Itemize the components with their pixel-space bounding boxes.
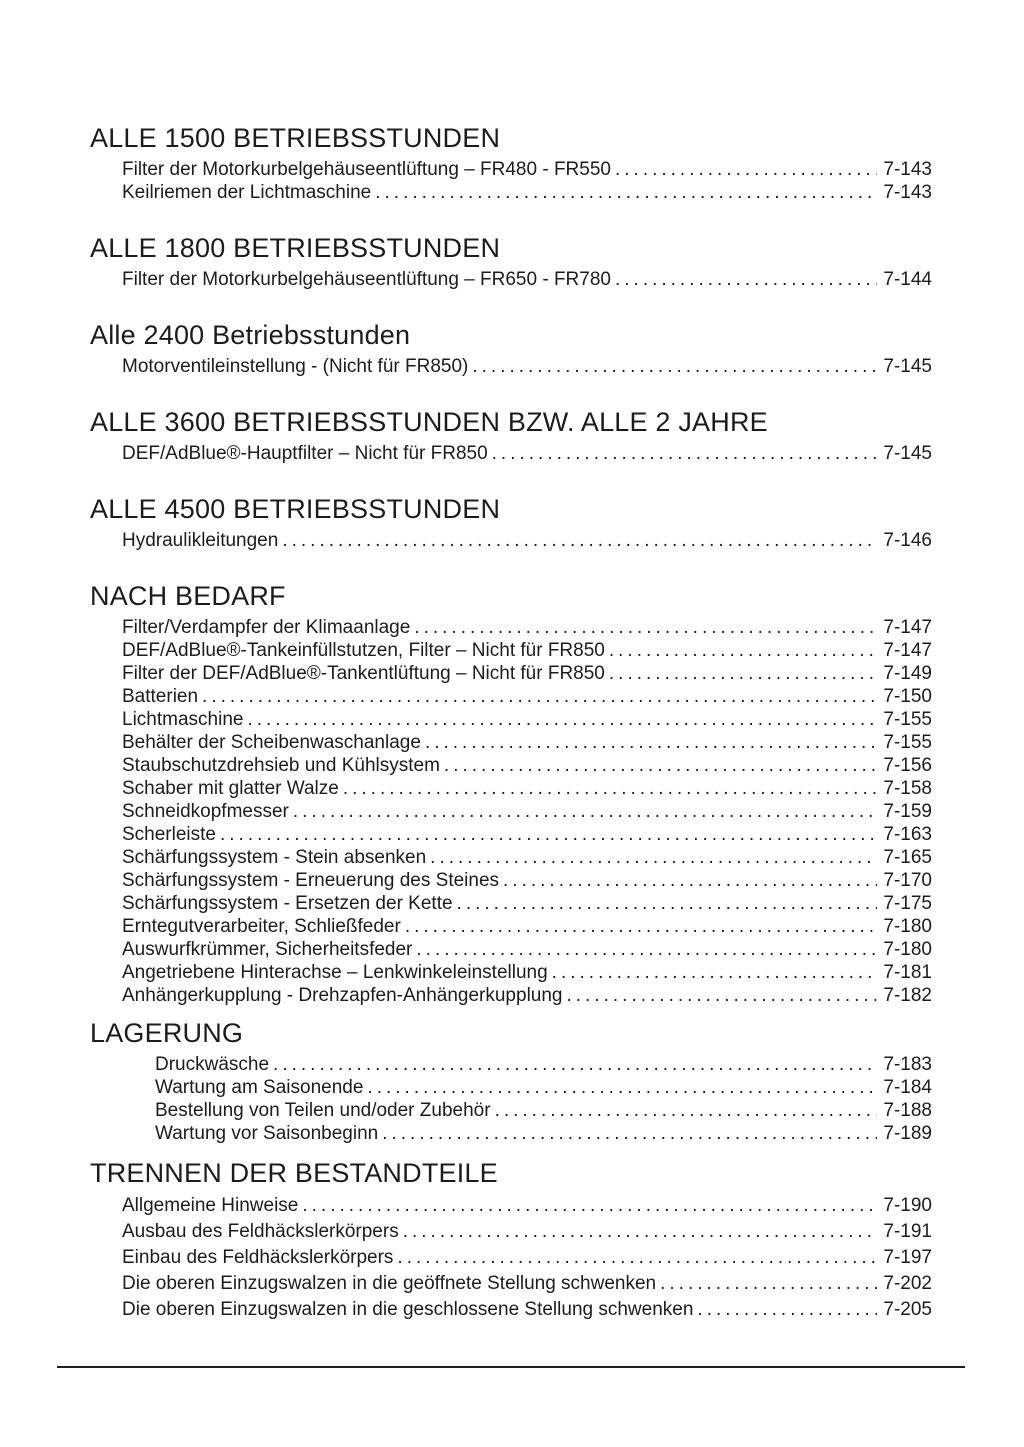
toc-entry [90,685,932,708]
entry-title: Ausbau des Feldhäckslerkörpers [122,1221,399,1242]
dot-leader [375,181,877,204]
dot-leader [367,1076,877,1099]
entry-title: Bestellung von Teilen und/oder Zubehör [155,1100,491,1121]
dot-leader [397,1245,877,1271]
section-heading: LAGERUNG [90,1018,244,1048]
section-entries [90,355,932,378]
toc-entry [90,616,932,639]
entry-title: Die oberen Einzugswalzen in die geschlossene Stellung schwenken [122,1299,694,1320]
entry-title: Schärfungssystem - Stein absenken [122,847,427,868]
entry-page-number: 7-180 [883,939,932,960]
entry-page-number: 7-197 [883,1247,932,1268]
toc-entry [90,846,932,869]
entry-title: DEF/AdBlue®-Tankeinfüllstutzen, Filter – Nicht für FR850 [122,640,605,661]
entry-page-number: 7-156 [883,755,932,776]
entry-title: Batterien [122,686,199,707]
table-of-contents [90,124,932,1323]
entry-page-number: 7-149 [883,663,932,684]
toc-entry [90,662,932,685]
dot-leader [282,529,877,552]
entry-page-number: 7-175 [883,893,932,914]
entry-title: Allgemeine Hinweise [122,1195,299,1216]
entry-page-number: 7-191 [883,1221,932,1242]
toc-entry [90,355,932,378]
toc-entry [90,1219,932,1245]
dot-leader [495,1099,878,1122]
dot-leader [405,915,878,938]
toc-entry [90,915,932,938]
dot-leader [552,961,878,984]
entry-page-number: 7-143 [883,182,932,203]
entry-title: Filter der Motorkurbelgehäuseentlüftung – FR650 - FR780 [122,269,611,290]
toc-entry [90,1297,932,1323]
toc-section [90,1159,932,1323]
entry-title: Lichtmaschine [122,709,244,730]
toc-entry [90,800,932,823]
toc-section [90,1019,932,1145]
dot-leader [414,616,877,639]
entry-page-number: 7-150 [883,686,932,707]
entry-title: Druckwäsche [155,1054,270,1075]
toc-entry [90,892,932,915]
section-entries [90,268,932,291]
toc-entry [90,158,932,181]
entry-page-number: 7-202 [883,1273,932,1294]
toc-entry [90,984,932,1007]
toc-entry [90,1193,932,1219]
entry-page-number: 7-147 [883,617,932,638]
toc-section [90,408,932,465]
dot-leader [416,938,877,961]
entry-page-number: 7-159 [883,801,932,822]
toc-entry [90,529,932,552]
toc-entry [90,961,932,984]
dot-leader [609,662,878,685]
dot-leader [567,984,878,1007]
dot-leader [660,1271,877,1297]
toc-entry [90,1076,932,1099]
section-entries [90,442,932,465]
dot-leader [430,846,877,869]
dot-leader [615,268,877,291]
toc-entry [90,1245,932,1271]
dot-leader [403,1219,878,1245]
section-heading: ALLE 1800 BETRIEBSSTUNDEN [90,233,501,263]
entry-page-number: 7-188 [883,1100,932,1121]
entry-page-number: 7-190 [883,1195,932,1216]
entry-title: Wartung vor Saisonbeginn [155,1123,379,1144]
section-entries [90,1193,932,1323]
entry-title: Wartung am Saisonende [155,1077,364,1098]
entry-page-number: 7-182 [883,985,932,1006]
entry-title: Filter der Motorkurbelgehäuseentlüftung – FR480 - FR550 [122,159,611,180]
entry-title: Schärfungssystem - Erneuerung des Steines [122,870,500,891]
toc-entry [90,1099,932,1122]
entry-page-number: 7-189 [883,1123,932,1144]
toc-entry [90,823,932,846]
section-entries [90,158,932,204]
entry-title: Scherleiste [122,824,216,845]
dot-leader [492,442,878,465]
toc-entry [90,639,932,662]
dot-leader [382,1122,877,1145]
entry-page-number: 7-143 [883,159,932,180]
entry-page-number: 7-181 [883,962,932,983]
entry-page-number: 7-145 [883,443,932,464]
toc-entry [90,731,932,754]
section-heading: TRENNEN DER BESTANDTEILE [90,1158,498,1188]
entry-title: Staubschutzdrehsieb und Kühlsystem [122,755,440,776]
toc-entry [90,181,932,204]
dot-leader [444,754,877,777]
dot-leader [609,639,878,662]
toc-entry [90,1271,932,1297]
entry-title: Hydraulikleitungen [122,530,279,551]
toc-entry [90,1053,932,1076]
section-heading: NACH BEDARF [90,581,286,611]
entry-page-number: 7-158 [883,778,932,799]
entry-page-number: 7-155 [883,709,932,730]
footer-rule [57,1366,965,1368]
section-entries [90,616,932,1007]
dot-leader [615,158,877,181]
toc-section [90,495,932,552]
entry-page-number: 7-163 [883,824,932,845]
entry-title: Schärfungssystem - Ersetzen der Kette [122,893,453,914]
entry-page-number: 7-146 [883,530,932,551]
section-entries [90,529,932,552]
entry-title: Keilriemen der Lichtmaschine [122,182,372,203]
entry-page-number: 7-205 [883,1299,932,1320]
dot-leader [273,1053,877,1076]
dot-leader [503,869,877,892]
entry-title: Filter/Verdampfer der Klimaanlage [122,617,411,638]
entry-title: Angetriebene Hinterachse – Lenkwinkeleinstellung [122,962,548,983]
entry-page-number: 7-155 [883,732,932,753]
toc-entry [90,869,932,892]
toc-section [90,234,932,291]
entry-page-number: 7-145 [883,356,932,377]
toc-entry [90,442,932,465]
dot-leader [425,731,877,754]
entry-page-number: 7-180 [883,916,932,937]
entry-title: Auswurfkrümmer, Sicherheitsfeder [122,939,413,960]
entry-title: Einbau des Feldhäckslerkörpers [122,1247,394,1268]
dot-leader [457,892,878,915]
dot-leader [343,777,878,800]
entry-title: Anhängerkupplung - Drehzapfen-Anhängerkupplung [122,985,563,1006]
entry-title: Schneidkopfmesser [122,801,289,822]
entry-title: Schaber mit glatter Walze [122,778,339,799]
entry-page-number: 7-165 [883,847,932,868]
section-entries [90,1053,932,1145]
entry-page-number: 7-183 [883,1054,932,1075]
entry-title: Die oberen Einzugswalzen in die geöffnete Stellung schwenken [122,1273,657,1294]
dot-leader [202,685,877,708]
entry-page-number: 7-147 [883,640,932,661]
dot-leader [220,823,877,846]
toc-section [90,582,932,1007]
entry-page-number: 7-170 [883,870,932,891]
dot-leader [472,355,877,378]
toc-entry [90,268,932,291]
section-heading: ALLE 4500 BETRIEBSSTUNDEN [90,494,501,524]
dot-leader [293,800,878,823]
entry-title: DEF/AdBlue®-Hauptfilter – Nicht für FR850 [122,443,488,464]
section-heading: ALLE 1500 BETRIEBSSTUNDEN [90,123,501,153]
section-heading: ALLE 3600 BETRIEBSSTUNDEN BZW. ALLE 2 JAHRE [90,407,768,437]
entry-title: Motorventileinstellung - (Nicht für FR850) [122,356,469,377]
entry-title: Filter der DEF/AdBlue®-Tankentlüftung – Nicht für FR850 [122,663,605,684]
toc-section [90,321,932,378]
dot-leader [302,1193,877,1219]
section-heading: Alle 2400 Betriebsstunden [90,320,411,350]
toc-entry [90,938,932,961]
toc-entry [90,777,932,800]
toc-entry [90,1122,932,1145]
entry-page-number: 7-144 [883,269,932,290]
entry-title: Behälter der Scheibenwaschanlage [122,732,421,753]
entry-title: Erntegutverarbeiter, Schließfeder [122,916,401,937]
dot-leader [697,1297,877,1323]
toc-entry [90,754,932,777]
entry-page-number: 7-184 [883,1077,932,1098]
toc-entry [90,708,932,731]
dot-leader [247,708,877,731]
toc-section [90,124,932,204]
